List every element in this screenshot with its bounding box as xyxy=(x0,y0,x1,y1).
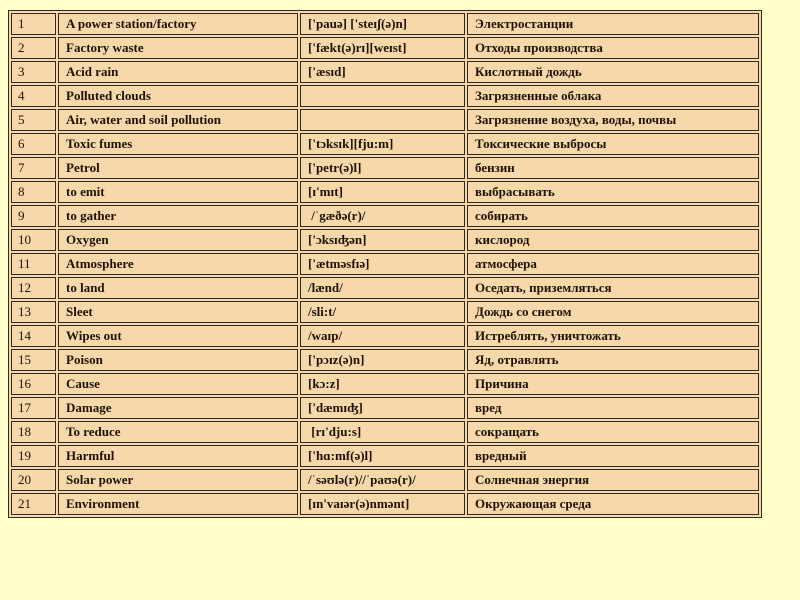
row-number: 1 xyxy=(11,13,56,35)
russian-translation: кислород xyxy=(467,229,759,251)
table-row xyxy=(11,61,759,83)
english-term: A power station/factory xyxy=(58,13,298,35)
table-row xyxy=(11,109,759,131)
transcription: ['hɑ:mf(ə)l] xyxy=(300,445,465,467)
english-term: Poison xyxy=(58,349,298,371)
row-number: 6 xyxy=(11,133,56,155)
english-term: to gather xyxy=(58,205,298,227)
row-number: 7 xyxy=(11,157,56,179)
transcription: [ɪn'vaɪər(ə)nmənt] xyxy=(300,493,465,515)
russian-translation: Токсические выбросы xyxy=(467,133,759,155)
transcription: ['ɔksɪʤən] xyxy=(300,229,465,251)
russian-translation: сокращать xyxy=(467,421,759,443)
table-row xyxy=(11,157,759,179)
table-row xyxy=(11,13,759,35)
table-row xyxy=(11,493,759,515)
transcription: ['pauə] ['steɪʃ(ə)n] xyxy=(300,13,465,35)
table-row xyxy=(11,181,759,203)
russian-translation: Яд, отравлять xyxy=(467,349,759,371)
transcription: [ɪ'mɪt] xyxy=(300,181,465,203)
russian-translation: собирать xyxy=(467,205,759,227)
table-row xyxy=(11,349,759,371)
english-term: Cause xyxy=(58,373,298,395)
english-term: Environment xyxy=(58,493,298,515)
row-number: 19 xyxy=(11,445,56,467)
table-row xyxy=(11,397,759,419)
row-number: 15 xyxy=(11,349,56,371)
vocabulary-table-body xyxy=(11,13,759,515)
english-term: to land xyxy=(58,277,298,299)
transcription: [rɪ'dju:s] xyxy=(300,421,465,443)
transcription: /ˈsəʊlə(r)//ˈpaʊə(r)/ xyxy=(300,469,465,491)
russian-translation: бензин xyxy=(467,157,759,179)
english-term: Damage xyxy=(58,397,298,419)
english-term: Solar power xyxy=(58,469,298,491)
row-number: 5 xyxy=(11,109,56,131)
row-number: 14 xyxy=(11,325,56,347)
transcription: ['æsɪd] xyxy=(300,61,465,83)
russian-translation: атмосфера xyxy=(467,253,759,275)
row-number: 16 xyxy=(11,373,56,395)
english-term: Wipes out xyxy=(58,325,298,347)
row-number: 10 xyxy=(11,229,56,251)
transcription xyxy=(300,85,465,107)
russian-translation: выбрасывать xyxy=(467,181,759,203)
russian-translation: Электростанции xyxy=(467,13,759,35)
english-term: Sleet xyxy=(58,301,298,323)
row-number: 17 xyxy=(11,397,56,419)
transcription: [kɔ:z] xyxy=(300,373,465,395)
english-term: Petrol xyxy=(58,157,298,179)
transcription: /waɪp/ xyxy=(300,325,465,347)
row-number: 2 xyxy=(11,37,56,59)
table-row xyxy=(11,205,759,227)
transcription: ['dæmɪʤ] xyxy=(300,397,465,419)
transcription: /ˈgæðə(r)/ xyxy=(300,205,465,227)
russian-translation: Загрязненные облака xyxy=(467,85,759,107)
english-term: Factory waste xyxy=(58,37,298,59)
english-term: to emit xyxy=(58,181,298,203)
russian-translation: Загрязнение воздуха, воды, почвы xyxy=(467,109,759,131)
table-row xyxy=(11,85,759,107)
table-row xyxy=(11,469,759,491)
transcription: ['ætməsfɪə] xyxy=(300,253,465,275)
row-number: 9 xyxy=(11,205,56,227)
row-number: 18 xyxy=(11,421,56,443)
russian-translation: Причина xyxy=(467,373,759,395)
row-number: 21 xyxy=(11,493,56,515)
english-term: Toxic fumes xyxy=(58,133,298,155)
row-number: 20 xyxy=(11,469,56,491)
russian-translation: Дождь со снегом xyxy=(467,301,759,323)
table-row xyxy=(11,445,759,467)
russian-translation: вред xyxy=(467,397,759,419)
table-row xyxy=(11,325,759,347)
table-row xyxy=(11,229,759,251)
russian-translation: Оседать, приземляться xyxy=(467,277,759,299)
transcription: ['petr(ə)l] xyxy=(300,157,465,179)
row-number: 12 xyxy=(11,277,56,299)
table-row xyxy=(11,373,759,395)
russian-translation: Отходы производства xyxy=(467,37,759,59)
english-term: Acid rain xyxy=(58,61,298,83)
english-term: Atmosphere xyxy=(58,253,298,275)
english-term: Polluted clouds xyxy=(58,85,298,107)
transcription xyxy=(300,109,465,131)
table-row xyxy=(11,37,759,59)
row-number: 3 xyxy=(11,61,56,83)
russian-translation: Солнечная энергия xyxy=(467,469,759,491)
transcription: /lænd/ xyxy=(300,277,465,299)
english-term: Oxygen xyxy=(58,229,298,251)
russian-translation: Кислотный дождь xyxy=(467,61,759,83)
transcription: ['pɔɪz(ə)n] xyxy=(300,349,465,371)
russian-translation: вредный xyxy=(467,445,759,467)
russian-translation: Истреблять, уничтожать xyxy=(467,325,759,347)
english-term: To reduce xyxy=(58,421,298,443)
russian-translation: Окружающая среда xyxy=(467,493,759,515)
row-number: 13 xyxy=(11,301,56,323)
english-term: Air, water and soil pollution xyxy=(58,109,298,131)
transcription: ['fækt(ə)rɪ][weɪst] xyxy=(300,37,465,59)
transcription: ['tɔksɪk][fju:m] xyxy=(300,133,465,155)
row-number: 11 xyxy=(11,253,56,275)
table-row xyxy=(11,301,759,323)
table-row xyxy=(11,133,759,155)
table-row xyxy=(11,421,759,443)
transcription: /sli:t/ xyxy=(300,301,465,323)
table-row xyxy=(11,277,759,299)
vocabulary-table xyxy=(8,10,762,518)
table-row xyxy=(11,253,759,275)
row-number: 8 xyxy=(11,181,56,203)
english-term: Harmful xyxy=(58,445,298,467)
row-number: 4 xyxy=(11,85,56,107)
